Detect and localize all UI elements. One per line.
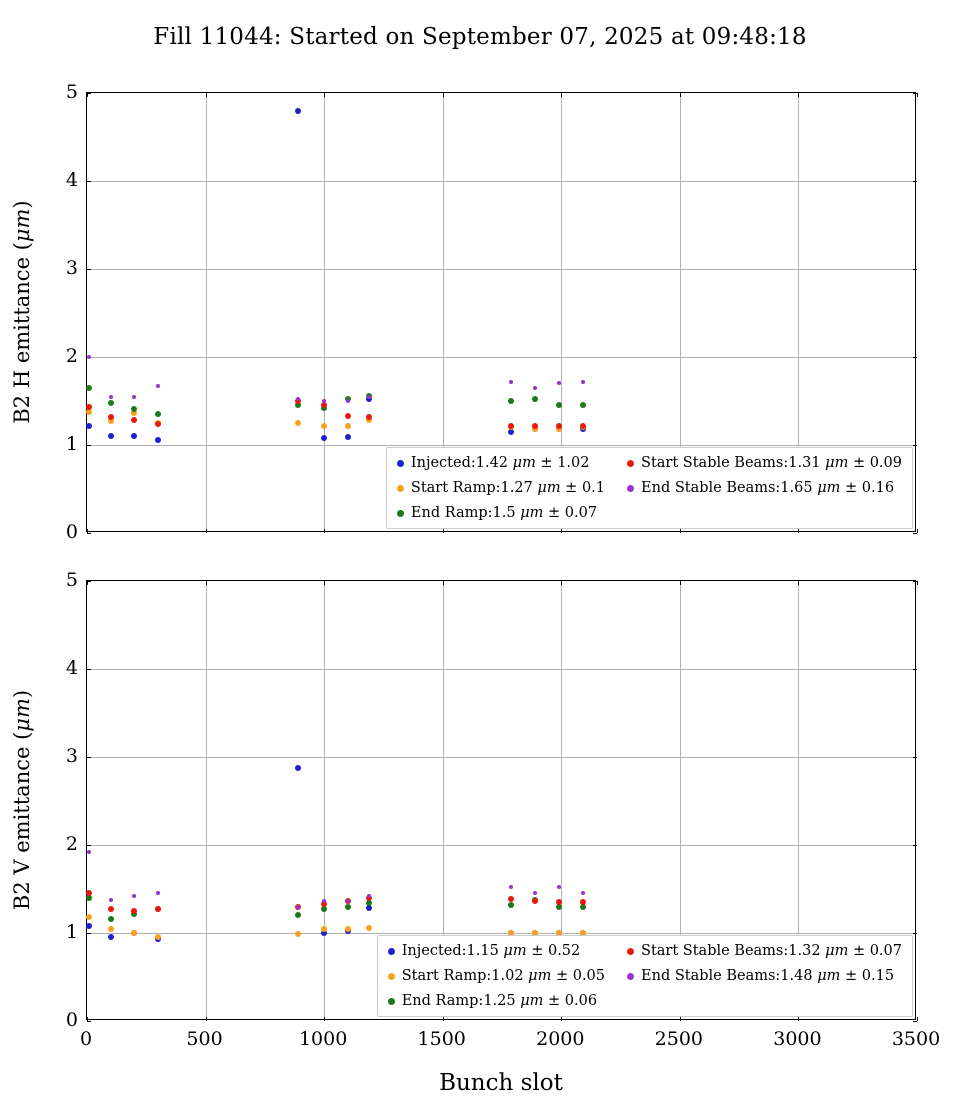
legend-marker-icon <box>627 485 634 492</box>
x-tick-label: 2000 <box>536 1028 585 1050</box>
y-tick <box>913 269 917 270</box>
y-tick-label: 1 <box>65 433 78 455</box>
data-point <box>86 423 92 429</box>
y-tick <box>913 581 917 582</box>
data-point <box>532 423 538 429</box>
gridline-vertical <box>206 581 207 1019</box>
x-tick <box>680 93 681 97</box>
y-tick <box>913 757 917 758</box>
y-tick <box>913 533 917 534</box>
y-tick <box>87 445 91 446</box>
y-tick <box>87 845 91 846</box>
legend-label: Start Stable Beams:1.32 μm ± 0.07 <box>641 943 902 959</box>
x-tick <box>917 93 918 97</box>
x-tick-label: 3500 <box>891 1028 941 1050</box>
y-tick-label: 2 <box>65 345 78 367</box>
legend-marker-icon <box>388 948 395 955</box>
data-point <box>580 402 586 408</box>
y-axis-label: B2 H emittance (μm) <box>10 200 34 424</box>
x-tick <box>680 581 681 585</box>
y-tick <box>913 445 917 446</box>
data-point <box>108 433 114 439</box>
data-point <box>109 395 113 399</box>
x-tick <box>206 93 207 97</box>
data-point <box>345 423 351 429</box>
data-point <box>295 108 301 114</box>
legend-entry <box>627 943 902 959</box>
data-point <box>87 355 91 359</box>
x-axis-label: Bunch slot <box>439 1070 563 1096</box>
data-point <box>108 414 114 420</box>
data-point <box>557 381 561 385</box>
y-tick-label: 4 <box>65 657 78 679</box>
data-point <box>556 899 562 905</box>
data-point <box>532 396 538 402</box>
data-point <box>581 891 585 895</box>
data-point <box>132 894 136 898</box>
y-axis-label: B2 V emittance (μm) <box>10 689 34 911</box>
gridline-horizontal <box>87 757 915 758</box>
data-point <box>322 399 326 403</box>
data-point <box>156 384 160 388</box>
y-tick-label: 3 <box>65 745 78 767</box>
y-tick <box>87 669 91 670</box>
y-tick <box>913 181 917 182</box>
data-point <box>108 934 114 940</box>
legend-label: Injected:1.42 μm ± 1.02 <box>410 455 590 471</box>
legend-marker-icon <box>627 973 634 980</box>
legend-entry <box>627 968 902 984</box>
data-point <box>155 411 161 417</box>
data-point <box>86 385 92 391</box>
data-point <box>366 905 372 911</box>
legend-marker-icon <box>388 973 395 980</box>
legend-entry <box>397 505 605 521</box>
data-point <box>366 414 372 420</box>
data-point <box>131 908 137 914</box>
x-tick <box>680 529 681 533</box>
data-point <box>109 898 113 902</box>
y-tick <box>87 93 91 94</box>
legend-label: End Ramp:1.5 μm ± 0.07 <box>410 505 598 521</box>
gridline-horizontal <box>87 933 915 934</box>
y-tick-label: 1 <box>65 921 78 943</box>
legend-entry <box>388 968 605 984</box>
x-tick <box>798 1017 799 1021</box>
y-tick-label: 5 <box>65 569 78 591</box>
x-tick <box>680 1017 681 1021</box>
data-point <box>86 923 92 929</box>
x-tick <box>324 529 325 533</box>
data-point <box>581 380 585 384</box>
x-tick <box>798 93 799 97</box>
x-tick <box>561 1017 562 1021</box>
data-point <box>345 904 351 910</box>
data-point <box>533 891 537 895</box>
axes-b2-h-emittance <box>86 92 916 532</box>
data-point <box>508 896 514 902</box>
legend-entry <box>388 993 605 1009</box>
x-tick <box>443 93 444 97</box>
data-point <box>345 926 351 932</box>
data-point <box>156 891 160 895</box>
data-point <box>86 890 92 896</box>
y-tick <box>87 933 91 934</box>
legend-marker-icon <box>627 460 634 467</box>
x-tick <box>917 1017 918 1021</box>
legend-marker-icon <box>397 460 404 467</box>
data-point <box>556 402 562 408</box>
legend-label: Start Ramp:1.02 μm ± 0.05 <box>401 968 606 984</box>
data-point <box>557 885 561 889</box>
y-tick <box>913 93 917 94</box>
y-tick-label: 2 <box>65 833 78 855</box>
data-point <box>131 930 137 936</box>
x-tick <box>206 529 207 533</box>
data-point <box>295 931 301 937</box>
data-point <box>155 934 161 940</box>
x-tick <box>443 529 444 533</box>
data-point <box>295 765 301 771</box>
x-tick <box>324 581 325 585</box>
data-point <box>108 916 114 922</box>
data-point <box>367 395 371 399</box>
x-tick <box>324 93 325 97</box>
data-point <box>580 423 586 429</box>
legend-entry <box>627 455 902 471</box>
y-tick <box>87 269 91 270</box>
x-tick <box>917 581 918 585</box>
legend-label: End Stable Beams:1.65 μm ± 0.16 <box>641 480 895 496</box>
data-point <box>87 850 91 854</box>
y-tick <box>87 533 91 534</box>
data-point <box>556 423 562 429</box>
data-point <box>108 926 114 932</box>
legend-marker-icon <box>388 998 395 1005</box>
axes-b2-v-emittance <box>86 580 916 1020</box>
data-point <box>345 413 351 419</box>
data-point <box>321 926 327 932</box>
y-tick <box>87 581 91 582</box>
y-tick <box>913 933 917 934</box>
y-tick <box>913 845 917 846</box>
data-point <box>295 912 301 918</box>
data-point <box>132 395 136 399</box>
gridline-vertical <box>206 93 207 531</box>
legend-entry <box>397 455 605 471</box>
data-point <box>322 899 326 903</box>
y-tick <box>87 181 91 182</box>
legend-entry <box>397 480 605 496</box>
data-point <box>321 423 327 429</box>
legend-label: Start Stable Beams:1.31 μm ± 0.09 <box>641 455 902 471</box>
y-tick-label: 4 <box>65 169 78 191</box>
figure-title: Fill 11044: Started on September 07, 2025 at 09:48:18 <box>153 24 807 50</box>
legend-label: End Ramp:1.25 μm ± 0.06 <box>401 993 598 1009</box>
x-tick <box>206 581 207 585</box>
data-point <box>86 914 92 920</box>
x-tick <box>561 529 562 533</box>
x-tick-label: 3000 <box>773 1028 822 1050</box>
data-point <box>366 925 372 931</box>
y-tick <box>87 757 91 758</box>
data-point <box>321 402 327 408</box>
data-point <box>532 898 538 904</box>
legend-label: Injected:1.15 μm ± 0.52 <box>401 943 581 959</box>
data-point <box>321 906 327 912</box>
y-tick <box>913 357 917 358</box>
y-tick-label: 3 <box>65 257 78 279</box>
x-tick <box>206 1017 207 1021</box>
y-tick <box>913 1021 917 1022</box>
x-tick <box>443 581 444 585</box>
x-tick <box>798 529 799 533</box>
data-point <box>155 421 161 427</box>
y-tick <box>913 669 917 670</box>
data-point <box>509 885 513 889</box>
x-tick <box>917 529 918 533</box>
y-tick-label: 0 <box>65 1009 78 1031</box>
data-point <box>86 895 92 901</box>
x-tick-label: 1000 <box>298 1028 348 1050</box>
legend <box>386 447 913 529</box>
data-point <box>86 404 92 410</box>
gridline-vertical <box>324 581 325 1019</box>
legend-label: End Stable Beams:1.48 μm ± 0.15 <box>641 968 895 984</box>
data-point <box>346 899 350 903</box>
x-tick-label: 500 <box>186 1028 223 1050</box>
data-point <box>508 398 514 404</box>
y-tick-label: 5 <box>65 81 78 103</box>
data-point <box>533 386 537 390</box>
data-point <box>508 423 514 429</box>
y-tick-label: 0 <box>65 521 78 543</box>
data-point <box>296 397 300 401</box>
legend <box>377 935 913 1017</box>
legend-entry <box>627 480 902 496</box>
data-point <box>131 406 137 412</box>
data-point <box>131 433 137 439</box>
legend-marker-icon <box>627 948 634 955</box>
gridline-horizontal <box>87 669 915 670</box>
data-point <box>346 399 350 403</box>
data-point <box>296 905 300 909</box>
data-point <box>108 400 114 406</box>
legend-marker-icon <box>397 485 404 492</box>
x-tick <box>561 581 562 585</box>
data-point <box>366 900 372 906</box>
gridline-horizontal <box>87 357 915 358</box>
data-point <box>509 380 513 384</box>
data-point <box>108 906 114 912</box>
data-point <box>295 420 301 426</box>
x-tick <box>443 1017 444 1021</box>
data-point <box>508 902 514 908</box>
data-point <box>155 437 161 443</box>
legend-label: Start Ramp:1.27 μm ± 0.1 <box>410 480 606 496</box>
gridline-horizontal <box>87 181 915 182</box>
data-point <box>367 894 371 898</box>
data-point <box>321 435 327 441</box>
x-tick-label: 1500 <box>417 1028 466 1050</box>
data-point <box>155 906 161 912</box>
gridline-horizontal <box>87 269 915 270</box>
x-tick <box>798 581 799 585</box>
data-point <box>580 899 586 905</box>
gridline-horizontal <box>87 445 915 446</box>
legend-marker-icon <box>397 510 404 517</box>
gridline-vertical <box>324 93 325 531</box>
x-tick-label: 0 <box>79 1028 93 1050</box>
gridline-horizontal <box>87 845 915 846</box>
y-tick <box>87 1021 91 1022</box>
x-tick-label: 2500 <box>654 1028 704 1050</box>
x-tick <box>561 93 562 97</box>
data-point <box>345 434 351 440</box>
legend-entry <box>388 943 605 959</box>
data-point <box>131 417 137 423</box>
x-tick <box>324 1017 325 1021</box>
